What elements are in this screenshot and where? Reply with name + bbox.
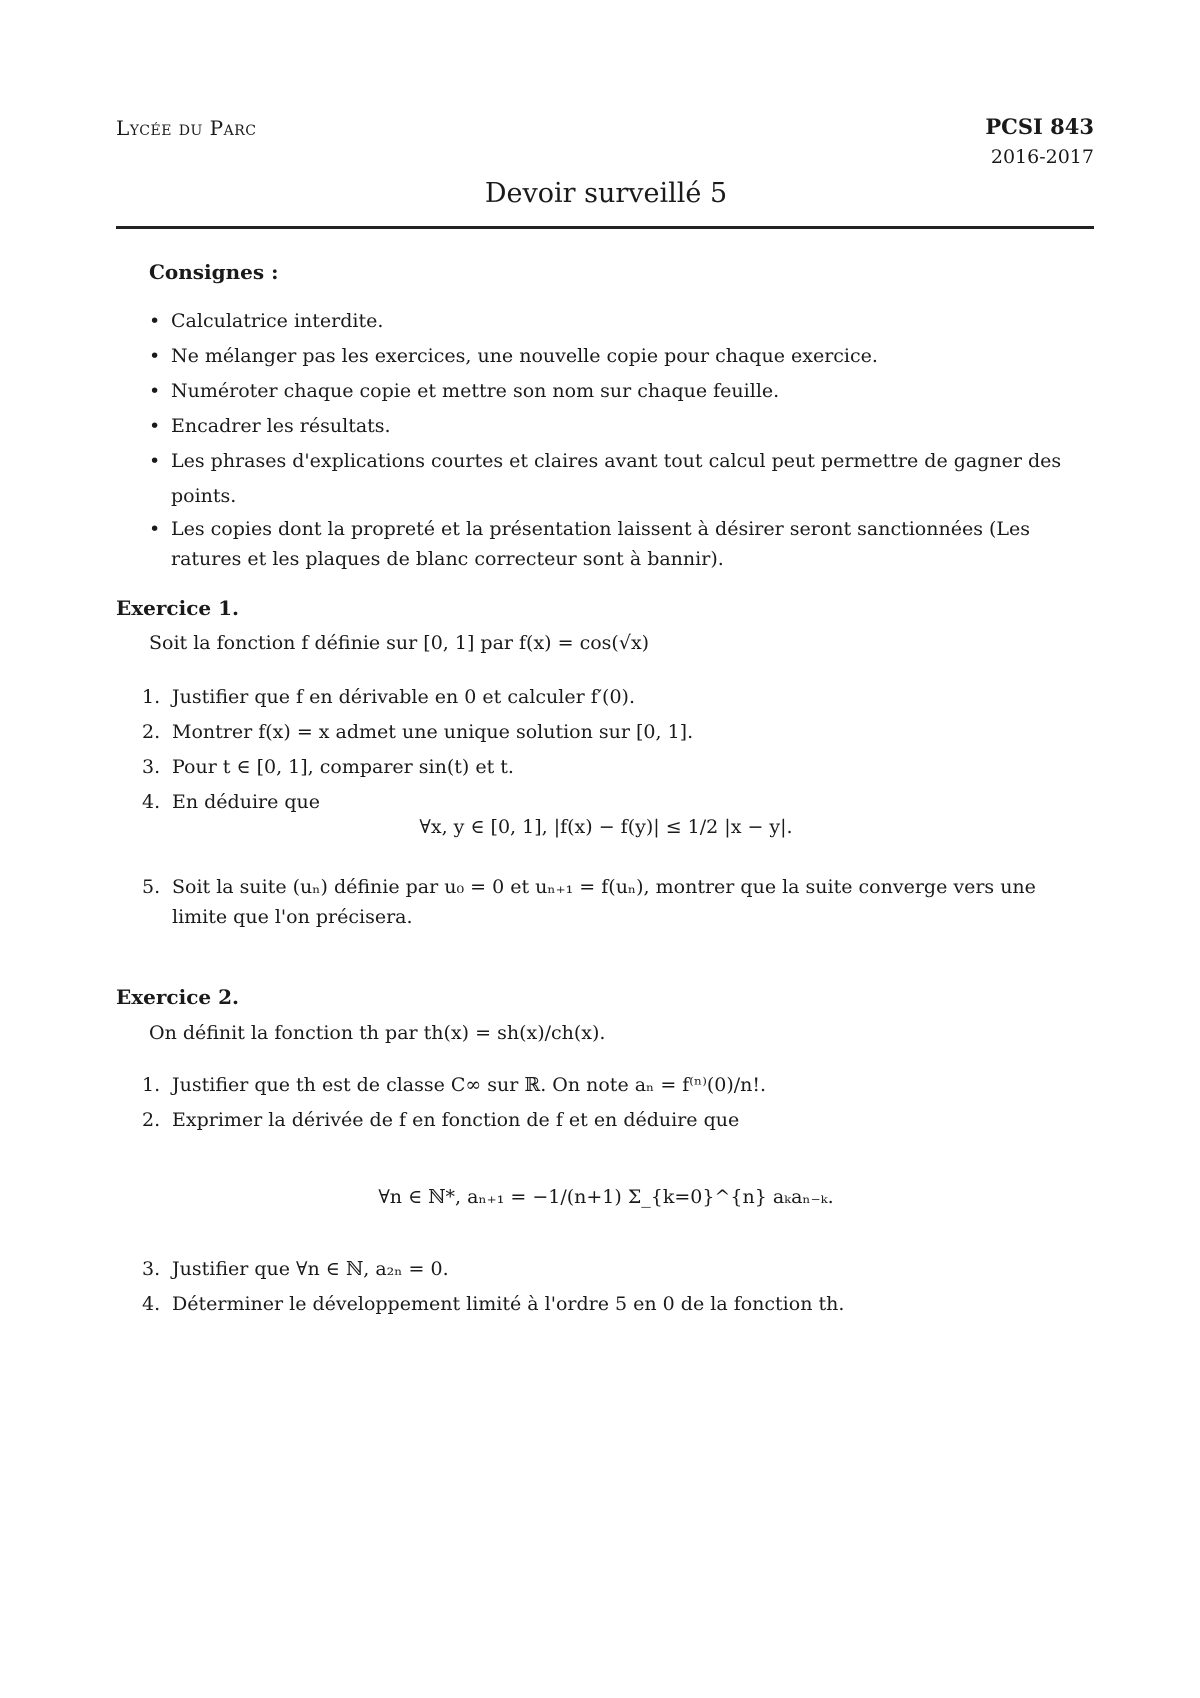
exercise-1-title: Exercice 1. — [116, 596, 239, 620]
consigne-text: Numéroter chaque copie et mettre son nom sur chaque feuille. — [171, 380, 780, 402]
class-name: PCSI 843 — [985, 114, 1094, 139]
bullet-icon: • — [149, 345, 161, 367]
consigne-item — [149, 374, 1094, 409]
consigne-item — [149, 444, 1094, 514]
bullet-icon: • — [149, 415, 161, 437]
consignes-title: Consignes : — [149, 260, 279, 284]
question-item — [142, 1103, 1094, 1138]
question-item — [142, 1068, 1094, 1103]
consigne-text: Ne mélanger pas les exercices, une nouvelle copie pour chaque exercice. — [171, 345, 878, 367]
consignes-list — [149, 304, 1094, 574]
question-number: 3. — [142, 756, 161, 778]
question-text: En déduire que — [172, 791, 321, 813]
consigne-item — [149, 304, 1094, 339]
question-text: Soit la suite (uₙ) définie par u₀ = 0 et uₙ₊₁ = f(uₙ), montrer que la suite converge vers une limite que l'on précisera. — [172, 876, 1036, 928]
exercise-2-questions-continued — [142, 1252, 1094, 1322]
question-number: 1. — [142, 686, 161, 708]
bullet-icon: • — [149, 310, 161, 332]
question-text: Déterminer le développement limité à l'ordre 5 en 0 de la fonction th. — [172, 1293, 845, 1315]
school-year: 2016-2017 — [990, 146, 1094, 168]
question-item — [142, 715, 1094, 750]
question-number: 2. — [142, 1109, 161, 1131]
question-item — [142, 872, 1094, 932]
bullet-icon: • — [149, 380, 161, 402]
consigne-item — [149, 339, 1094, 374]
exercise-2-questions — [142, 1068, 1094, 1138]
title-rule — [116, 226, 1094, 229]
question-text: Justifier que f en dérivable en 0 et calculer f′(0). — [172, 686, 636, 708]
question-text: Justifier que th est de classe C∞ sur ℝ. On note aₙ = f⁽ⁿ⁾(0)/n!. — [172, 1074, 767, 1096]
exercise-2-title: Exercice 2. — [116, 985, 239, 1009]
question-number: 4. — [142, 1293, 161, 1315]
question-number: 5. — [142, 876, 161, 898]
question-item — [142, 680, 1094, 715]
question-number: 1. — [142, 1074, 161, 1096]
school-name: Lycée du Parc — [116, 116, 257, 140]
bullet-icon: • — [149, 450, 161, 472]
exercise-1-questions-continued — [142, 872, 1094, 932]
consigne-text: Les copies dont la propreté et la présentation laissent à désirer seront sanctionnées (Les ratures et les plaques de blanc correcteur sont à bannir). — [171, 518, 1031, 570]
question-text: Justifier que ∀n ∈ ℕ, a₂ₙ = 0. — [172, 1258, 449, 1280]
consigne-text: Les phrases d'explications courtes et claires avant tout calcul peut permettre de gagner des points. — [171, 450, 1062, 507]
question-text: Montrer f(x) = x admet une unique solution sur [0, 1]. — [172, 721, 694, 743]
consigne-item — [149, 514, 1094, 574]
exercise-1-questions — [142, 680, 1094, 820]
question-item — [142, 785, 1094, 820]
bullet-icon: • — [149, 518, 161, 540]
exercise-1-intro: Soit la fonction f définie sur [0, 1] par f(x) = cos(√x) — [149, 632, 650, 654]
question-item — [142, 750, 1094, 785]
page-title: Devoir surveillé 5 — [484, 178, 728, 209]
question-item — [142, 1287, 1094, 1322]
consigne-text: Calculatrice interdite. — [171, 310, 384, 332]
consigne-item — [149, 409, 1094, 444]
question-item — [142, 1252, 1094, 1287]
question-number: 4. — [142, 791, 161, 813]
question-number: 2. — [142, 721, 161, 743]
exercise-1-equation: ∀x, y ∈ [0, 1], |f(x) − f(y)| ≤ 1/2 |x − y|. — [419, 816, 793, 838]
question-text: Exprimer la dérivée de f en fonction de f et en déduire que — [172, 1109, 740, 1131]
question-text: Pour t ∈ [0, 1], comparer sin(t) et t. — [172, 756, 514, 778]
question-number: 3. — [142, 1258, 161, 1280]
exercise-2-intro: On définit la fonction th par th(x) = sh(x)/ch(x). — [149, 1022, 606, 1044]
exercise-2-equation: ∀n ∈ ℕ*, aₙ₊₁ = −1/(n+1) Σ_{k=0}^{n} aₖaₙ₋ₖ. — [378, 1186, 834, 1208]
consigne-text: Encadrer les résultats. — [171, 415, 391, 437]
